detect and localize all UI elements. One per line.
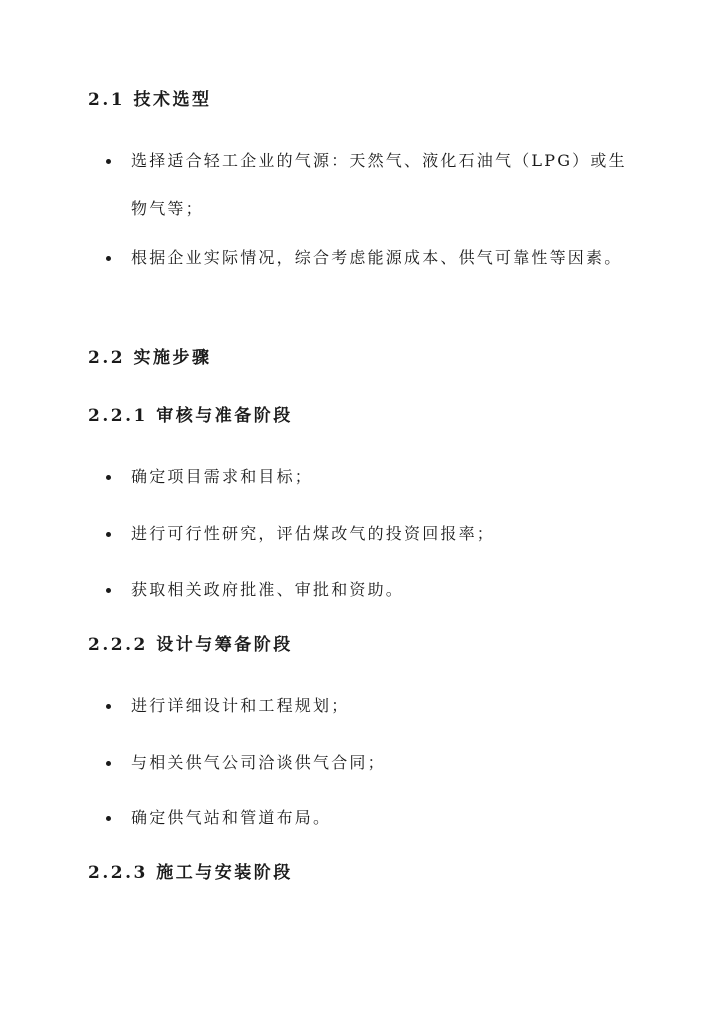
bullet-icon — [106, 704, 111, 709]
bullet-icon — [106, 256, 111, 261]
bullet-icon — [106, 588, 111, 593]
section-heading-2-2-1: 2.2.1 审核与准备阶段 — [88, 406, 293, 426]
list-item-text: 进行可行性研究，评估煤改气的投资回报率； — [131, 524, 496, 543]
list-item-text: 进行详细设计和工程规划； — [131, 696, 350, 715]
bullet-icon — [106, 761, 111, 766]
bullet-icon — [106, 159, 111, 164]
list-item-text: 获取相关政府批准、审批和资助。 — [131, 580, 405, 599]
bullet-icon — [106, 475, 111, 480]
section-heading-2-1: 2.1 技术选型 — [88, 90, 212, 110]
list-item-text: 根据企业实际情况，综合考虑能源成本、供气可靠性等因素。 — [131, 248, 623, 267]
bullet-icon — [106, 816, 111, 821]
list-item-text: 确定项目需求和目标； — [131, 467, 314, 486]
list-item-text: 与相关供气公司洽谈供气合同； — [131, 753, 386, 772]
section-heading-2-2-3: 2.2.3 施工与安装阶段 — [88, 863, 293, 883]
list-item-text: 确定供气站和管道布局。 — [131, 808, 332, 827]
section-heading-2-2-2: 2.2.2 设计与筹备阶段 — [88, 635, 293, 655]
list-item-text: 选择适合轻工企业的气源：天然气、液化石油气（LPG）或生物气等； — [131, 151, 627, 218]
section-heading-2-2: 2.2 实施步骤 — [88, 348, 212, 368]
bullet-icon — [106, 532, 111, 537]
